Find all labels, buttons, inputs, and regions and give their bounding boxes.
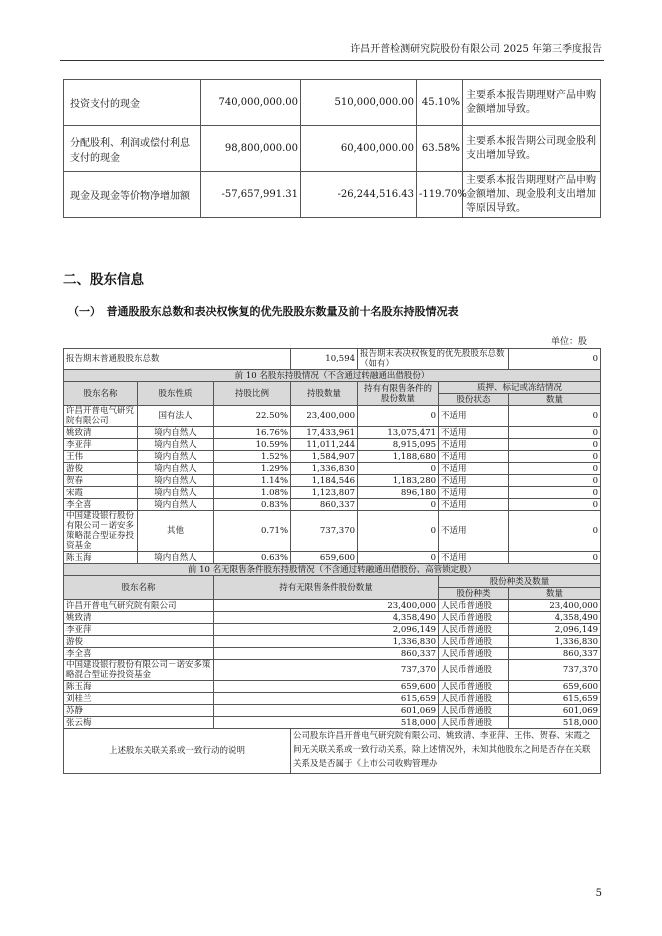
cash-current: -57,657,991.31	[201, 172, 301, 218]
cash-reason: 主要系本报告期理财产品申购金额增加导致。	[463, 80, 601, 126]
holder-name: 姚致清	[64, 427, 138, 439]
top10-title-row	[64, 370, 601, 382]
shareholder-table	[63, 348, 601, 774]
top10-row	[64, 427, 601, 439]
holder-restricted: 1,188,680	[358, 451, 439, 463]
top10-row	[64, 475, 601, 487]
u-holder-name: 游俊	[64, 636, 214, 648]
cash-previous: -26,244,516.43	[301, 172, 417, 218]
common-holders-value: 10,594	[291, 349, 358, 370]
holder-count: 0	[509, 499, 601, 511]
unrestricted-row	[64, 636, 601, 648]
u-holder-type: 人民币普通股	[439, 636, 509, 648]
cash-change: 45.10%	[417, 80, 463, 126]
u-holder-qty: 601,069	[214, 705, 439, 717]
u-holder-qty: 4,358,490	[214, 612, 439, 624]
holder-status: 不适用	[439, 499, 509, 511]
holder-name: 中国建设银行股份有限公司－诺安多策略混合型证券投资基金	[64, 511, 138, 552]
u-holder-count: 737,370	[509, 660, 601, 681]
u-holder-type: 人民币普通股	[439, 681, 509, 693]
top10-row	[64, 511, 601, 552]
holder-restricted: 0	[358, 499, 439, 511]
cash-item: 分配股利、利润或偿付利息支付的现金	[64, 126, 201, 172]
report-header: 许昌开普检测研究院股份有限公司 2025 年第三季度报告	[350, 44, 602, 55]
holder-name: 许昌开普电气研究院有限公司	[64, 406, 138, 427]
holder-qty: 11,011,244	[291, 439, 358, 451]
holder-ratio: 22.50%	[214, 406, 291, 427]
holder-name: 陈玉海	[64, 552, 138, 564]
holder-qty: 1,336,830	[291, 463, 358, 475]
u-holder-qty: 23,400,000	[214, 600, 439, 612]
u-holder-name: 李亚萍	[64, 624, 214, 636]
holder-name: 李全喜	[64, 499, 138, 511]
section-title: 二、股东信息	[63, 272, 144, 288]
unrestricted-row	[64, 612, 601, 624]
holder-qty: 23,400,000	[291, 406, 358, 427]
cash-previous: 510,000,000.00	[301, 80, 417, 126]
holder-qty: 1,584,907	[291, 451, 358, 463]
holder-ratio: 10.59%	[214, 439, 291, 451]
holder-count: 0	[509, 487, 601, 499]
u-holder-count: 4,358,490	[509, 612, 601, 624]
holder-nature: 境内自然人	[138, 475, 214, 487]
top10-row	[64, 487, 601, 499]
u-holder-type: 人民币普通股	[439, 612, 509, 624]
holder-status: 不适用	[439, 475, 509, 487]
holder-qty: 737,370	[291, 511, 358, 552]
holder-ratio: 1.29%	[214, 463, 291, 475]
u-holder-count: 518,000	[509, 717, 601, 729]
cash-reason: 主要系本报告期公司现金股利支出增加导致。	[463, 126, 601, 172]
holder-nature: 境内自然人	[138, 427, 214, 439]
holder-qty: 659,600	[291, 552, 358, 564]
holder-count: 0	[509, 552, 601, 564]
holder-nature: 境内自然人	[138, 487, 214, 499]
u-holder-qty: 518,000	[214, 717, 439, 729]
holder-qty: 860,337	[291, 499, 358, 511]
u-col-type: 股份种类	[439, 588, 509, 600]
cash-item: 投资支付的现金	[64, 80, 201, 126]
subsection-title: （一） 普通股股东总数和表决权恢复的优先股股东数量及前十名股东持股情况表	[68, 305, 459, 318]
u-holder-name: 许昌开普电气研究院有限公司	[64, 600, 214, 612]
top10-row	[64, 406, 601, 427]
holder-ratio: 0.83%	[214, 499, 291, 511]
u-col-type-group: 股份种类及数量	[439, 576, 601, 588]
holder-restricted: 1,183,280	[358, 475, 439, 487]
page-number: 5	[595, 888, 602, 899]
holder-ratio: 0.71%	[214, 511, 291, 552]
u-holder-name: 刘桂兰	[64, 693, 214, 705]
holder-restricted: 0	[358, 511, 439, 552]
u-holder-count: 659,600	[509, 681, 601, 693]
unrestricted-row	[64, 660, 601, 681]
holder-restricted: 0	[358, 463, 439, 475]
cash-change: 63.58%	[417, 126, 463, 172]
relation-text: 公司股东许昌开普电气研究院有限公司、姚致清、李亚萍、王伟、贺春、宋霞之间无关联关系或一致行动关系，除上述情况外，未知其他股东之间是否存在关联关系及是否属于《上市公司收购管理办	[291, 729, 601, 774]
unrestricted-title-row	[64, 564, 601, 576]
unrestricted-row	[64, 705, 601, 717]
cash-row	[64, 172, 601, 218]
u-holder-qty: 615,659	[214, 693, 439, 705]
u-holder-name: 张云梅	[64, 717, 214, 729]
holder-name: 李亚萍	[64, 439, 138, 451]
holder-status: 不适用	[439, 552, 509, 564]
cash-current: 98,800,000.00	[201, 126, 301, 172]
unrestricted-title: 前 10 名无限售条件股东持股情况（不含通过转融通出借股份、高管锁定股）	[64, 564, 601, 576]
col-ratio: 持股比例	[214, 382, 291, 406]
holder-status: 不适用	[439, 439, 509, 451]
holder-count: 0	[509, 439, 601, 451]
relation-label: 上述股东关联关系或一致行动的说明	[64, 729, 291, 774]
unit-label: 单位：股	[550, 337, 587, 347]
pref-holders-label: 报告期末表决权恢复的优先股股东总数（如有）	[358, 349, 509, 370]
u-holder-type: 人民币普通股	[439, 648, 509, 660]
col-count: 数量	[509, 394, 601, 406]
col-nature: 股东性质	[138, 382, 214, 406]
unrestricted-row	[64, 624, 601, 636]
top10-row	[64, 499, 601, 511]
col-qty: 持股数量	[291, 382, 358, 406]
common-holders-label: 报告期末普通股股东总数	[64, 349, 291, 370]
unrestricted-row	[64, 693, 601, 705]
top10-row	[64, 463, 601, 475]
u-holder-name: 姚致清	[64, 612, 214, 624]
holder-restricted: 8,915,095	[358, 439, 439, 451]
holder-qty: 17,433,961	[291, 427, 358, 439]
holder-status: 不适用	[439, 487, 509, 499]
holder-name: 宋霞	[64, 487, 138, 499]
holder-name: 王伟	[64, 451, 138, 463]
u-holder-count: 2,096,149	[509, 624, 601, 636]
col-pledge: 质押、标记或冻结情况	[439, 382, 601, 394]
holder-status: 不适用	[439, 427, 509, 439]
col-restricted: 持有有限售条件的股份数量	[358, 382, 439, 406]
cash-item: 现金及现金等价物净增加额	[64, 172, 201, 218]
holder-restricted: 13,075,471	[358, 427, 439, 439]
col-name: 股东名称	[64, 382, 138, 406]
cash-row	[64, 126, 601, 172]
holder-name: 游俊	[64, 463, 138, 475]
u-col-qty: 持有无限售条件股份数量	[214, 576, 439, 600]
u-holder-name: 陈玉海	[64, 681, 214, 693]
u-holder-count: 23,400,000	[509, 600, 601, 612]
u-holder-name: 苏静	[64, 705, 214, 717]
pref-holders-value: 0	[509, 349, 601, 370]
cash-current: 740,000,000.00	[201, 80, 301, 126]
holder-ratio: 1.08%	[214, 487, 291, 499]
holder-count: 0	[509, 427, 601, 439]
top10-row	[64, 552, 601, 564]
relation-row	[64, 729, 601, 774]
unrestricted-header-row	[64, 576, 601, 588]
u-holder-count: 860,337	[509, 648, 601, 660]
holder-nature: 国有法人	[138, 406, 214, 427]
unrestricted-row	[64, 681, 601, 693]
holder-restricted: 0	[358, 552, 439, 564]
holder-count: 0	[509, 475, 601, 487]
header-rule	[60, 60, 604, 61]
col-status: 股份状态	[439, 394, 509, 406]
holder-restricted: 896,180	[358, 487, 439, 499]
u-holder-count: 615,659	[509, 693, 601, 705]
holder-ratio: 1.52%	[214, 451, 291, 463]
u-col-count: 数量	[509, 588, 601, 600]
top10-title: 前 10 名股东持股情况（不含通过转融通出借股份）	[64, 370, 601, 382]
holder-ratio: 16.76%	[214, 427, 291, 439]
holder-restricted: 0	[358, 406, 439, 427]
top10-row	[64, 439, 601, 451]
u-holder-type: 人民币普通股	[439, 624, 509, 636]
holder-status: 不适用	[439, 511, 509, 552]
u-holder-qty: 737,370	[214, 660, 439, 681]
u-holder-name: 李全喜	[64, 648, 214, 660]
cash-row	[64, 80, 601, 126]
holder-status: 不适用	[439, 406, 509, 427]
holder-ratio: 0.63%	[214, 552, 291, 564]
holder-qty: 1,184,546	[291, 475, 358, 487]
u-holder-type: 人民币普通股	[439, 660, 509, 681]
holder-nature: 其他	[138, 511, 214, 552]
holder-nature: 境内自然人	[138, 463, 214, 475]
u-holder-name: 中国建设银行股份有限公司－诺安多策略混合型证券投资基金	[64, 660, 214, 681]
holder-nature: 境内自然人	[138, 439, 214, 451]
unrestricted-row	[64, 600, 601, 612]
holder-qty: 1,123,807	[291, 487, 358, 499]
u-holder-type: 人民币普通股	[439, 600, 509, 612]
holder-nature: 境内自然人	[138, 451, 214, 463]
u-holder-count: 601,069	[509, 705, 601, 717]
holder-status: 不适用	[439, 451, 509, 463]
holder-ratio: 1.14%	[214, 475, 291, 487]
u-holder-type: 人民币普通股	[439, 693, 509, 705]
unrestricted-row	[64, 717, 601, 729]
u-holder-qty: 2,096,149	[214, 624, 439, 636]
holder-name: 贺春	[64, 475, 138, 487]
u-holder-qty: 860,337	[214, 648, 439, 660]
summary-row	[64, 349, 601, 370]
u-holder-qty: 659,600	[214, 681, 439, 693]
u-holder-qty: 1,336,830	[214, 636, 439, 648]
holder-count: 0	[509, 406, 601, 427]
holder-count: 0	[509, 511, 601, 552]
unrestricted-row	[64, 648, 601, 660]
holder-nature: 境内自然人	[138, 499, 214, 511]
holder-nature: 境内自然人	[138, 552, 214, 564]
holder-status: 不适用	[439, 463, 509, 475]
cash-reason: 主要系本报告期理财产品申购金额增加、现金股利支出增加等原因导致。	[463, 172, 601, 218]
top10-header-row	[64, 382, 601, 394]
cash-flow-table	[63, 79, 601, 218]
u-col-name: 股东名称	[64, 576, 214, 600]
u-holder-type: 人民币普通股	[439, 705, 509, 717]
cash-change: -119.70%	[417, 172, 463, 218]
top10-row	[64, 451, 601, 463]
holder-count: 0	[509, 463, 601, 475]
cash-previous: 60,400,000.00	[301, 126, 417, 172]
u-holder-count: 1,336,830	[509, 636, 601, 648]
u-holder-type: 人民币普通股	[439, 717, 509, 729]
holder-count: 0	[509, 451, 601, 463]
